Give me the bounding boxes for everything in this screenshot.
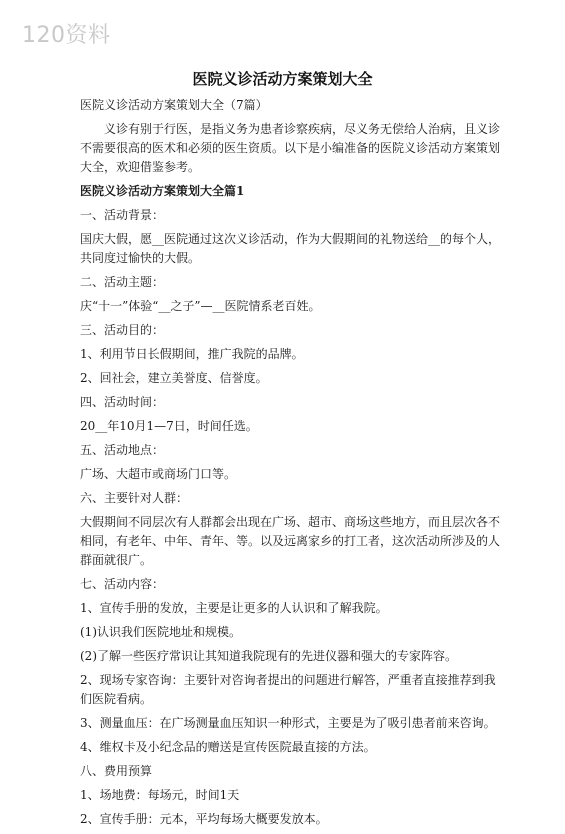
document-title: 医院义诊活动方案策划大全	[192, 70, 373, 88]
paragraph: 医院义诊活动方案策划大全（7篇）	[80, 98, 268, 112]
paragraph: 广场、大超市或商场门口等。	[80, 467, 237, 481]
paragraph: 三、活动目的：	[80, 323, 165, 337]
paragraph: (1)认识我们医院地址和规模。	[80, 625, 241, 639]
paragraph: 2、回社会，建立美誉度、信誉度。	[80, 371, 268, 385]
paragraph: 义诊有别于行医，是指义务为患者诊察疾病，尽义务无偿给人治病，且义诊不需要很高的医术和必须的医生资质。以下是小编准备的医院义诊活动方案策划大全，欢迎借鉴参考。	[80, 122, 501, 174]
watermark: 120资料	[22, 23, 111, 48]
paragraph: 五、活动地点：	[80, 443, 165, 457]
paragraph: 1、利用节日长假期间，推广我院的品牌。	[80, 347, 304, 361]
paragraph: 六、主要针对人群：	[80, 491, 189, 505]
paragraph: (2)了解一些医疗常识让其知道我院现有的先进仪器和强大的专家阵容。	[80, 649, 458, 663]
section-heading: 医院义诊活动方案策划大全篇1	[80, 184, 245, 198]
paragraph: 1、场地费：每场元，时间1天	[80, 788, 240, 802]
paragraph: 二、活动主题：	[80, 275, 165, 289]
paragraph: 八、费用预算	[80, 764, 153, 778]
paragraph: 2、宣传手册：元本，平均每场大概要发放本。	[80, 812, 328, 826]
document-body	[80, 96, 500, 834]
paragraph: 大假期间不同层次有人群都会出现在广场、超市、商场这些地方，而且层次各不相同，有老年、中年、青年、等。以及远离家乡的打工者，这次活动所涉及的人群面就很广。	[80, 515, 501, 567]
paragraph: 四、活动时间：	[80, 395, 165, 409]
paragraph: 国庆大假，愿__医院通过这次义诊活动，作为大假期间的礼物送给__的每个人，共同度过愉快的大假。	[80, 232, 501, 265]
paragraph: 庆“十一”体验“__之子”—__医院情系老百姓。	[80, 299, 321, 313]
paragraph: 4、维权卡及小纪念品的赠送是宣传医院最直接的方法。	[80, 740, 376, 754]
paragraph: 1、宣传手册的发放，主要是让更多的人认识和了解我院。	[80, 601, 388, 615]
paragraph: 2、现场专家咨询：主要针对咨询者提出的问题进行解答，严重者直接推荐到我们医院看病。	[80, 673, 496, 706]
paragraph: 七、活动内容：	[80, 577, 165, 591]
paragraph: 3、测量血压：在广场测量血压知识一种形式，主要是为了吸引患者前来咨询。	[80, 716, 496, 730]
paragraph: 20__年10月1—7日，时间任选。	[80, 419, 258, 433]
paragraph: 一、活动背景：	[80, 208, 165, 222]
